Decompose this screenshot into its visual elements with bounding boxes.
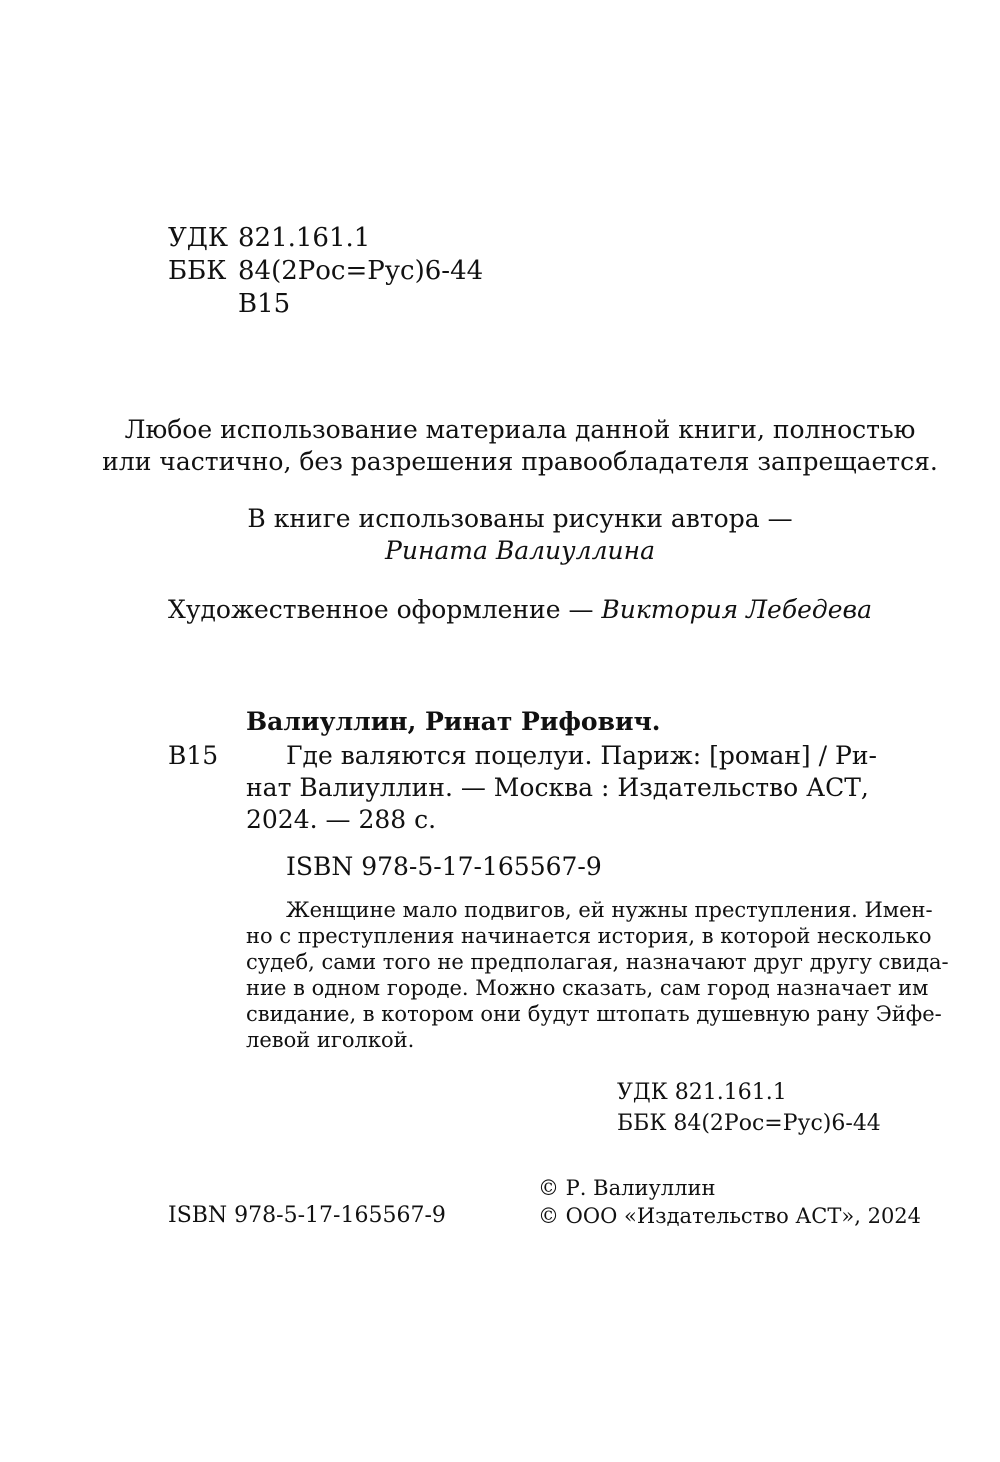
copyright-author: © Р. Валиуллин	[538, 1176, 716, 1200]
design-author: Виктория Лебедева	[601, 595, 872, 624]
bottom-udk: УДК 821.161.1	[617, 1080, 787, 1105]
udk-label: УДК	[168, 223, 229, 253]
annotation-line1: Женщине мало подвигов, ей нужны преступления. Имен-	[286, 898, 933, 922]
catalog-isbn: ISBN 978-5-17-165567-9	[286, 852, 602, 881]
bbk-value: 84(2Рос=Рус)6-44	[238, 256, 484, 286]
design-credit	[100, 594, 940, 626]
annotation-line3: судеб, сами того не предполагая, назначают друг другу свида-	[246, 950, 949, 974]
author-mark: В15	[238, 289, 291, 319]
illustrations-author: Рината Валиуллина	[385, 536, 655, 565]
footer-isbn: ISBN 978-5-17-165567-9	[168, 1203, 446, 1228]
annotation-line5: свидание, в котором они будут штопать душевную рану Эйфе-	[246, 1002, 942, 1026]
bottom-bbk: ББК 84(2Рос=Рус)6-44	[617, 1111, 881, 1136]
annotation-line2: но с преступления начинается история, в которой несколько	[246, 924, 932, 948]
udk-value: 821.161.1	[238, 223, 371, 253]
catalog-author-mark: В15	[168, 741, 219, 770]
annotation-line6: левой иголкой.	[246, 1028, 415, 1052]
copyright-notice-line2: или частично, без разрешения правообладателя запрещается.	[102, 447, 938, 476]
catalog-description-line1: Где валяются поцелуи. Париж: [роман] / Ри-	[286, 741, 877, 770]
catalog-author-heading: Валиуллин, Ринат Рифович.	[246, 707, 661, 736]
bbk-label: ББК	[168, 256, 227, 286]
design-label: Художественное оформление —	[168, 595, 594, 624]
catalog-description-line3: 2024. — 288 с.	[246, 805, 437, 834]
catalog-description-line2: нат Валиуллин. — Москва : Издательство АСТ,	[246, 773, 869, 802]
copyright-publisher: © ООО «Издательство АСТ», 2024	[538, 1204, 922, 1228]
annotation-line4: ние в одном городе. Можно сказать, сам город назначает им	[246, 976, 929, 1000]
illustrations-line: В книге использованы рисунки автора —	[247, 504, 793, 533]
copyright-notice-line1: Любое использование материала данной книги, полностью	[124, 415, 916, 444]
